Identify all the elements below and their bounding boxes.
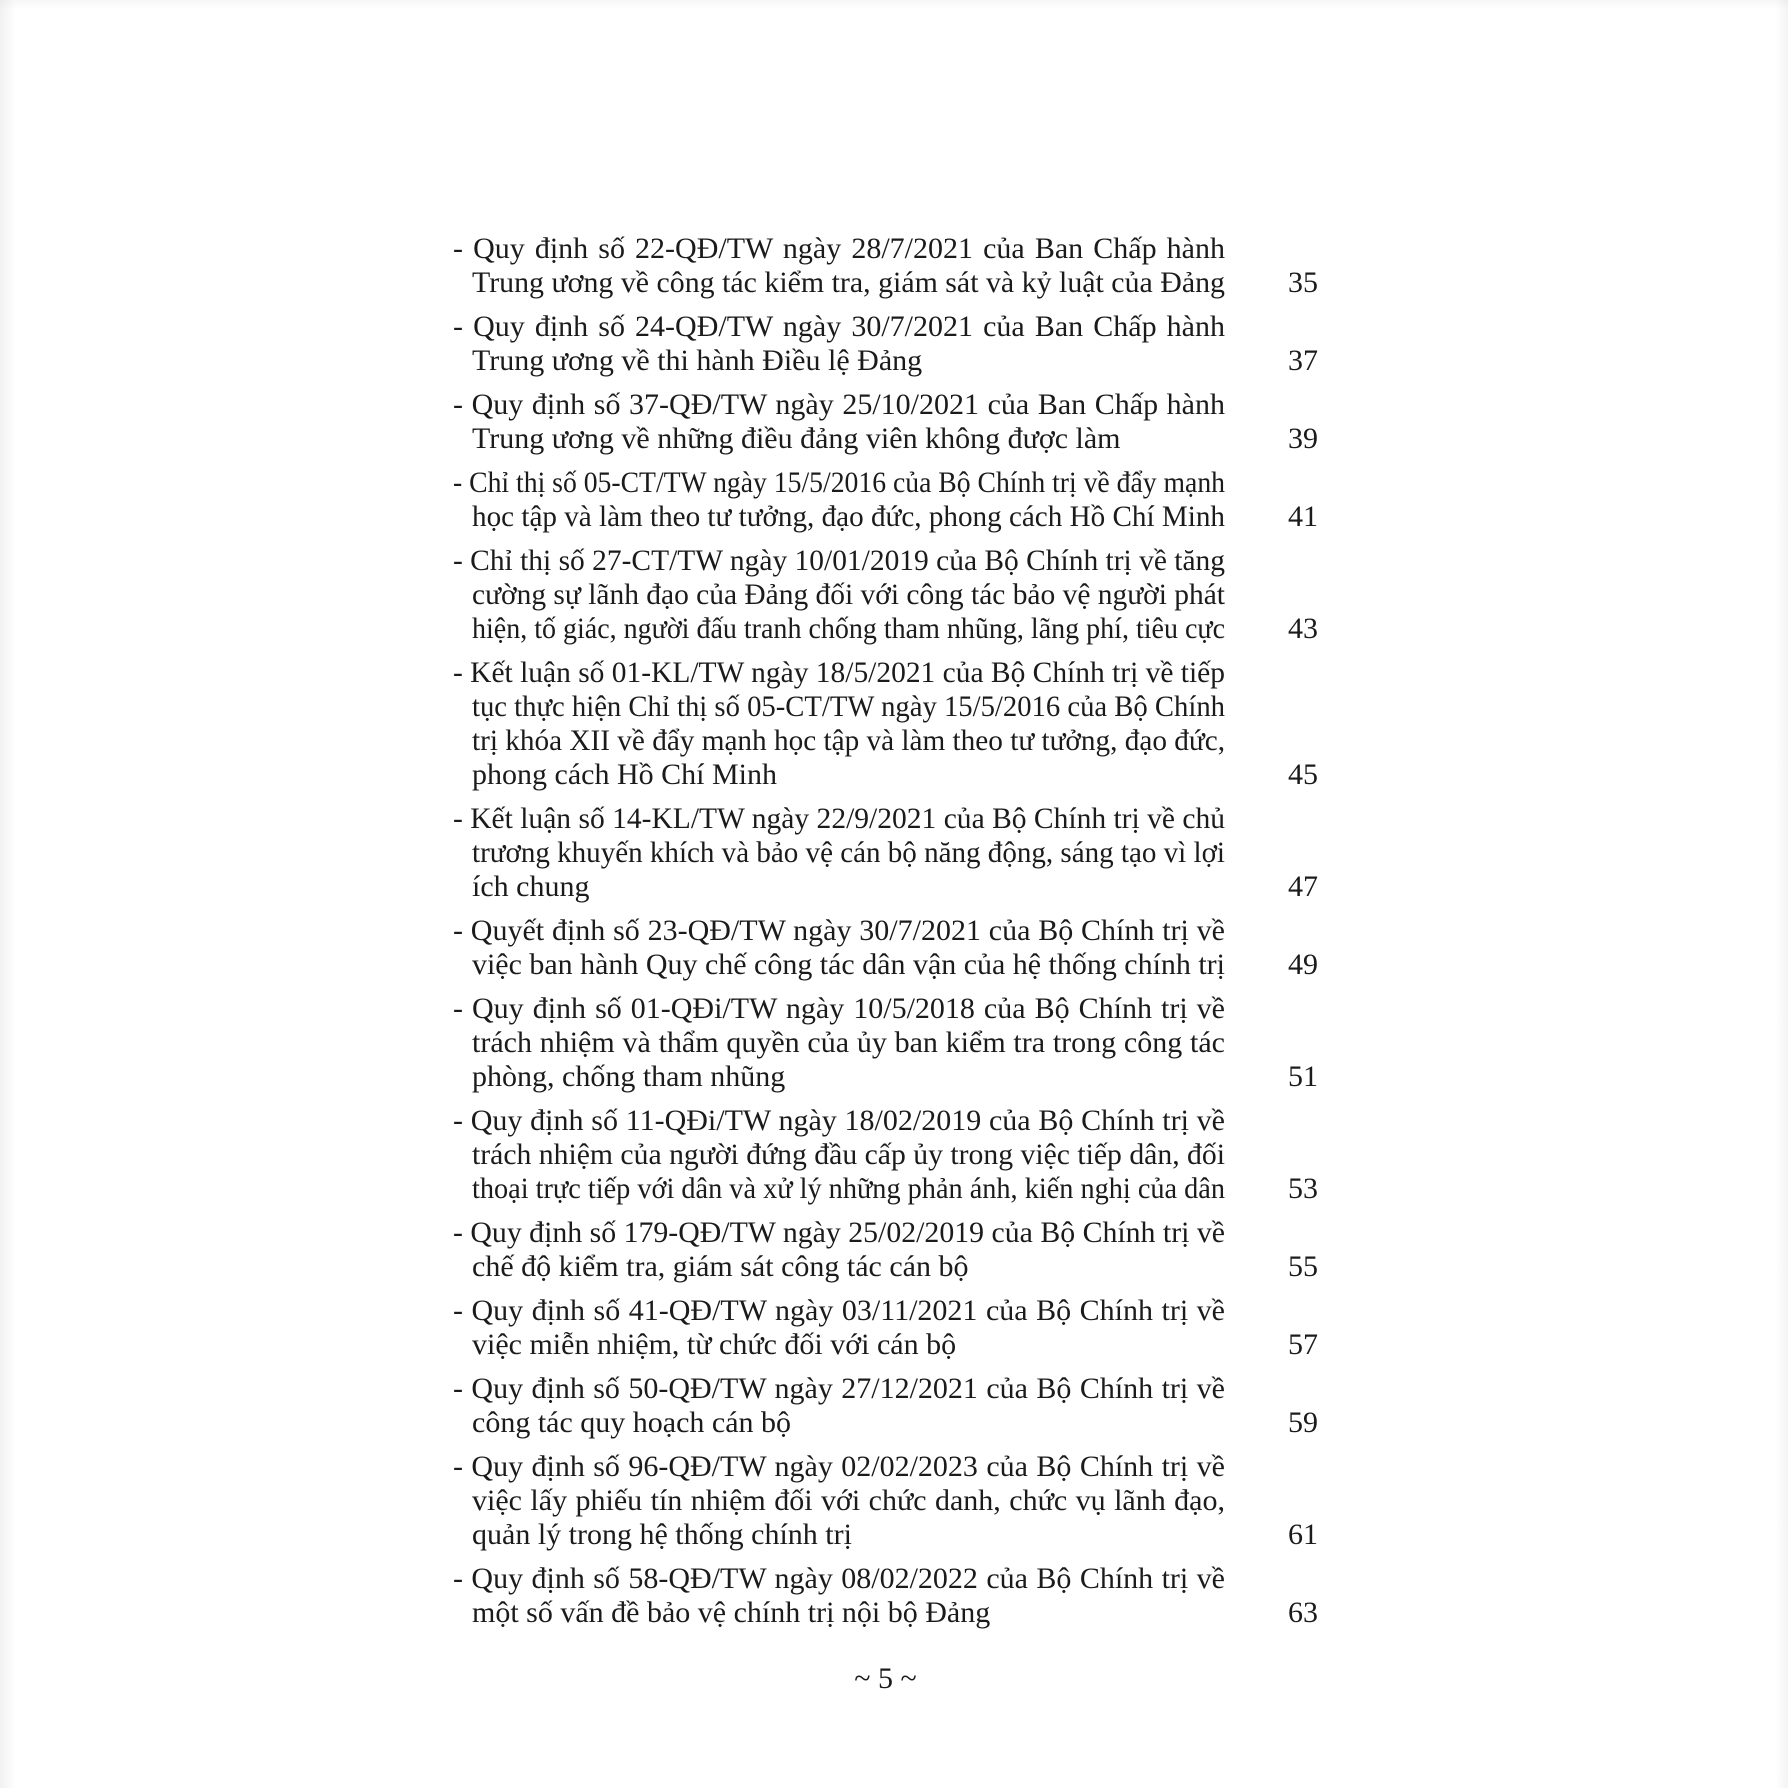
toc-entry [453, 992, 1318, 1094]
toc-entry [453, 1216, 1318, 1284]
toc-page-number: 55 [1288, 1250, 1318, 1283]
toc-entry-line [453, 1104, 1225, 1138]
toc-entry [453, 802, 1318, 904]
toc-entry-text-line: Trung ương về những điều đảng viên không được làm [472, 422, 1121, 455]
toc-entry [453, 1372, 1318, 1440]
toc-entry [453, 1450, 1318, 1552]
toc-entry-text-line: công tác quy hoạch cán bộ [472, 1406, 792, 1439]
toc-entry [453, 914, 1318, 982]
toc-entry-line [453, 758, 1225, 792]
toc-entry-text-first-line: - Quy định số 96-QĐ/TW ngày 02/02/2023 của Bộ Chính trị về [453, 1450, 1225, 1483]
toc-entry [453, 388, 1318, 456]
toc-entry [453, 544, 1318, 646]
toc-entry-text-line: ích chung [472, 870, 590, 903]
toc-entry-text-line: trị khóa XII về đẩy mạnh học tập và làm theo tư tưởng, đạo đức, [472, 724, 1225, 757]
toc-entry-line [453, 310, 1225, 344]
toc-entry-text-line: học tập và làm theo tư tưởng, đạo đức, phong cách Hồ Chí Minh [472, 500, 1225, 533]
toc-entry-text-first-line: - Quy định số 11-QĐi/TW ngày 18/02/2019 của Bộ Chính trị về [453, 1104, 1225, 1137]
toc-entry-text-line: Trung ương về công tác kiểm tra, giám sát và kỷ luật của Đảng [472, 266, 1225, 299]
toc-entry-line [453, 232, 1225, 266]
toc-entry-line [453, 422, 1225, 456]
toc-entry-text-line: phong cách Hồ Chí Minh [472, 758, 777, 791]
toc-entry-line [453, 656, 1225, 690]
toc-page-number: 39 [1288, 422, 1318, 455]
toc-page-number: 53 [1288, 1172, 1318, 1205]
toc-page-number: 61 [1288, 1518, 1318, 1551]
page-footer-number: ~ 5 ~ [854, 1662, 917, 1695]
toc-page-number: 57 [1288, 1328, 1318, 1361]
toc-entry-line [453, 1596, 1225, 1630]
toc-entry-text-line: hiện, tố giác, người đấu tranh chống tham nhũng, lãng phí, tiêu cực [472, 612, 1225, 645]
toc-entry-text-line: một số vấn đề bảo vệ chính trị nội bộ Đảng [472, 1596, 991, 1629]
toc-entry-line [453, 1372, 1225, 1406]
toc-entry-line [453, 1406, 1225, 1440]
toc-entry-text-line: chế độ kiểm tra, giám sát công tác cán bộ [472, 1250, 969, 1283]
toc-entry-line [453, 1216, 1225, 1250]
toc-page-number: 51 [1288, 1060, 1318, 1093]
toc-entry-line [453, 1026, 1225, 1060]
toc-page-number: 47 [1288, 870, 1318, 903]
toc-entry [453, 1294, 1318, 1362]
toc-entry-line [453, 344, 1225, 378]
toc-entry-text-first-line: - Quy định số 22-QĐ/TW ngày 28/7/2021 của Ban Chấp hành [453, 232, 1225, 265]
toc-page-number: 43 [1288, 612, 1318, 645]
toc-entry-text-line: cường sự lãnh đạo của Đảng đối với công tác bảo vệ người phát [472, 578, 1225, 611]
toc-entry-line [453, 1060, 1225, 1094]
toc-page-number: 41 [1288, 500, 1318, 533]
toc-entry-line [453, 992, 1225, 1026]
toc-entry-line [453, 500, 1225, 534]
toc-entry-text-line: việc miễn nhiệm, từ chức đối với cán bộ [472, 1328, 957, 1361]
toc-entry-text-line: việc lấy phiếu tín nhiệm đối với chức danh, chức vụ lãnh đạo, [472, 1484, 1225, 1517]
toc-entry-text-first-line: - Quy định số 01-QĐi/TW ngày 10/5/2018 của Bộ Chính trị về [453, 992, 1225, 1025]
toc-entry-text-line: thoại trực tiếp với dân và xử lý những phản ánh, kiến nghị của dân [472, 1172, 1225, 1205]
toc-entry-text-line: trương khuyến khích và bảo vệ cán bộ năng động, sáng tạo vì lợi [472, 836, 1225, 869]
toc-entry-text-line: tục thực hiện Chỉ thị số 05-CT/TW ngày 15/5/2016 của Bộ Chính [472, 690, 1225, 723]
toc-entry-text-first-line: - Quyết định số 23-QĐ/TW ngày 30/7/2021 của Bộ Chính trị về [453, 914, 1225, 947]
toc-entry-text-first-line: - Quy định số 50-QĐ/TW ngày 27/12/2021 của Bộ Chính trị về [453, 1372, 1225, 1405]
toc-entry-line [453, 1294, 1225, 1328]
toc-entry-text-line: Trung ương về thi hành Điều lệ Đảng [472, 344, 923, 377]
toc-entry-text-first-line: - Kết luận số 14-KL/TW ngày 22/9/2021 của Bộ Chính trị về chủ [453, 802, 1225, 835]
toc-entry [453, 1104, 1318, 1206]
toc-entry [453, 1562, 1318, 1630]
toc-page-number: 45 [1288, 758, 1318, 791]
toc-entry-line [453, 1484, 1225, 1518]
toc-entry-line [453, 388, 1225, 422]
toc-entry [453, 310, 1318, 378]
toc-entry-line [453, 1172, 1225, 1206]
toc-page-number: 59 [1288, 1406, 1318, 1439]
toc-entry-text-first-line: - Chỉ thị số 27-CT/TW ngày 10/01/2019 của Bộ Chính trị về tăng [453, 544, 1225, 577]
toc-entry-line [453, 1250, 1225, 1284]
toc-page-number: 37 [1288, 344, 1318, 377]
toc-entry-text-first-line: - Quy định số 37-QĐ/TW ngày 25/10/2021 của Ban Chấp hành [453, 388, 1225, 421]
toc-entry-text-first-line: - Quy định số 58-QĐ/TW ngày 08/02/2022 của Bộ Chính trị về [453, 1562, 1225, 1595]
toc-entry-line [453, 612, 1225, 646]
toc-entry-line [453, 1328, 1225, 1362]
toc-entry-text-line: trách nhiệm và thẩm quyền của ủy ban kiểm tra trong công tác [472, 1026, 1225, 1059]
toc-entry [453, 232, 1318, 300]
toc-entry-line [453, 1138, 1225, 1172]
toc-entry-text-line: việc ban hành Quy chế công tác dân vận của hệ thống chính trị [472, 948, 1225, 981]
toc-entry [453, 466, 1318, 534]
toc-entry-line [453, 266, 1225, 300]
toc-entry-line [453, 870, 1225, 904]
toc-entry-line [453, 1518, 1225, 1552]
toc-page-number: 35 [1288, 266, 1318, 299]
toc-entry-line [453, 914, 1225, 948]
toc-entry-text-first-line: - Quy định số 41-QĐ/TW ngày 03/11/2021 của Bộ Chính trị về [453, 1294, 1225, 1327]
toc-entry-line [453, 948, 1225, 982]
toc-entry-text-line: quản lý trong hệ thống chính trị [472, 1518, 852, 1551]
toc-entry-text-line: phòng, chống tham nhũng [472, 1060, 786, 1093]
toc-page-number: 63 [1288, 1596, 1318, 1629]
toc-entry-line [453, 724, 1225, 758]
toc-entry-text-first-line: - Kết luận số 01-KL/TW ngày 18/5/2021 của Bộ Chính trị về tiếp [453, 656, 1225, 689]
toc-entry-line [453, 466, 1225, 500]
toc-page-number: 49 [1288, 948, 1318, 981]
toc-entry-text-first-line: - Quy định số 179-QĐ/TW ngày 25/02/2019 của Bộ Chính trị về [453, 1216, 1225, 1249]
toc-entry [453, 656, 1318, 792]
toc-entry-line [453, 690, 1225, 724]
toc-entry-line [453, 1562, 1225, 1596]
toc-entry-text-first-line: - Quy định số 24-QĐ/TW ngày 30/7/2021 của Ban Chấp hành [453, 310, 1225, 343]
toc-list [453, 232, 1318, 1630]
toc-entry-line [453, 802, 1225, 836]
toc-entry-line [453, 1450, 1225, 1484]
toc-entry-line [453, 544, 1225, 578]
toc-entry-line [453, 836, 1225, 870]
toc-entry-text-first-line: - Chỉ thị số 05-CT/TW ngày 15/5/2016 của Bộ Chính trị về đẩy mạnh [453, 466, 1225, 499]
toc-entry-text-line: trách nhiệm của người đứng đầu cấp ủy trong việc tiếp dân, đối [472, 1138, 1225, 1171]
toc-entry-line [453, 578, 1225, 612]
